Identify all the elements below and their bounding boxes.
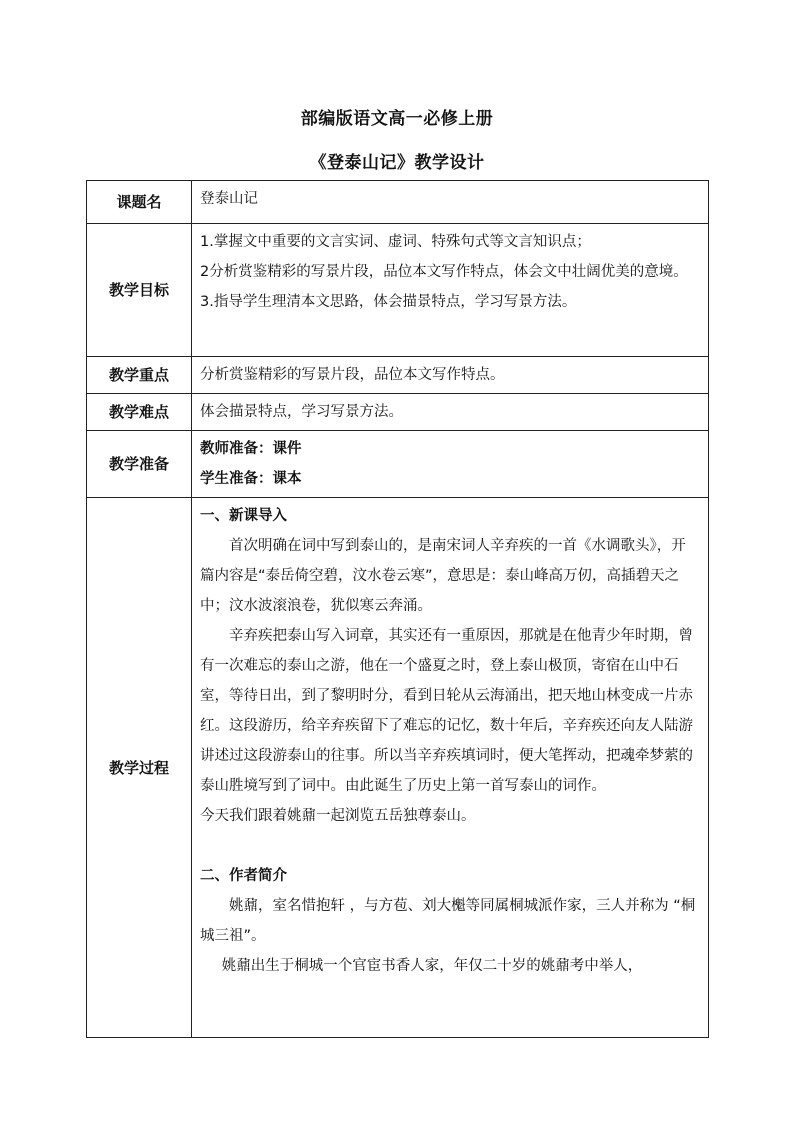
topic-label: 课题名 [87, 181, 192, 224]
difficulties-label: 教学难点 [87, 394, 192, 431]
document-subtitle: 《登泰山记》教学设计 [309, 153, 485, 173]
table-row-topic [87, 181, 709, 224]
intro-paragraph-2: 辛弃疾把泰山写入词章，其实还有一重原因，那就是在他青少年时期，曾有一次难忘的泰山之游，他在一个盛夏之时，登上泰山极顶，寄宿在山中石室，等待日出，到了黎明时分，看到日轮从云海涌出，把天地山林变成一片赤红。这段游历，给辛弃疾留下了难忘的记忆，数十年后，辛弃疾还向友人陆游讲述过这段游泰山的往事。所以当辛弃疾填词时，便大笔挥动，把魂牵梦萦的泰山胜境写到了词中。由此诞生了历史上第一首写泰山的词作。 [200, 628, 693, 794]
lesson-plan-table [86, 180, 709, 1038]
table-row-goals [87, 224, 709, 357]
key-points-label: 教学重点 [87, 357, 192, 394]
goal-item-3: 3.指导学生理清本文思路，体会描景特点，学习写景方法。 [200, 294, 577, 310]
topic-value: 登泰山记 [192, 181, 709, 224]
author-paragraph-1: 姚鼐，室名惜抱轩 ，与方苞、刘大櫆等同属桐城派作家，三人并称为 “桐城三祖”。 [200, 898, 696, 944]
key-points-value: 分析赏鉴精彩的写景片段，品位本文写作特点。 [192, 357, 709, 394]
student-preparation: 学生准备：课本 [200, 471, 302, 487]
table-row-key-points [87, 357, 709, 394]
spacer [200, 831, 700, 861]
process-cell [192, 498, 709, 1038]
goal-item-1: 1.掌握文中重要的文言实词、虚词、特殊句式等文言知识点； [200, 234, 591, 250]
goals-cell [192, 224, 709, 357]
process-label: 教学过程 [87, 498, 192, 1038]
preparation-label: 教学准备 [87, 431, 192, 498]
difficulties-value: 体会描景特点，学习写景方法。 [192, 394, 709, 431]
goals-label: 教学目标 [87, 224, 192, 357]
intro-paragraph-1: 首次明确在词中写到泰山的，是南宋词人辛弃疾的一首《水调歌头》，开篇内容是“泰岳倚空碧，汶水卷云寒”，意思是：泰山峰高万仞，高插碧天之中；汶水波滚浪卷，犹似寒云奔涌。 [200, 538, 686, 614]
section-heading-author: 二、作者简介 [200, 868, 287, 884]
section-heading-intro: 一、新课导入 [200, 508, 287, 524]
document-title: 部编版语文高一必修上册 [300, 109, 494, 129]
table-row-difficulties [87, 394, 709, 431]
teacher-preparation: 教师准备：课件 [200, 441, 302, 457]
intro-paragraph-3: 今天我们跟着姚鼐一起浏览五岳独尊泰山。 [200, 808, 476, 824]
table-row-preparation [87, 431, 709, 498]
table-row-process [87, 498, 709, 1038]
author-paragraph-2: 姚鼐出生于桐城一个官宦书香人家，年仅二十岁的姚鼐考中举人， [221, 958, 643, 974]
preparation-cell [192, 431, 709, 498]
goal-item-2: 2分析赏鉴精彩的写景片段，品位本文写作特点，体会文中壮阔优美的意境。 [200, 264, 688, 280]
